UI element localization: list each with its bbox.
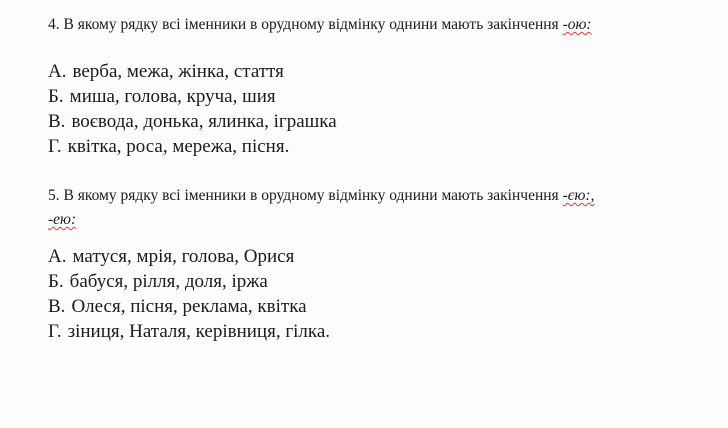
required-ending: -єю:,: [562, 187, 595, 204]
answer-option-a: [48, 244, 708, 269]
option-text: воєвода, донька, ялинка, іграшка: [71, 111, 337, 132]
answer-option-b: [48, 269, 708, 294]
option-letter: Б.: [48, 86, 64, 107]
required-ending-alt: -ею:: [48, 211, 77, 228]
answer-option-b: [48, 84, 708, 109]
question-4: [48, 13, 708, 159]
option-letter: В.: [48, 296, 66, 317]
question-5-prompt: [48, 184, 708, 232]
option-letter: А.: [48, 61, 67, 82]
answer-options: [48, 59, 708, 159]
option-text: верба, межа, жінка, стаття: [72, 61, 284, 82]
option-letter: Г.: [48, 136, 62, 157]
option-text: миша, голова, круча, шия: [69, 86, 276, 107]
option-letter: А.: [48, 246, 67, 267]
question-4-prompt: [48, 13, 708, 37]
answer-option-v: [48, 294, 708, 319]
answer-option-v: [48, 109, 708, 134]
option-letter: Б.: [48, 271, 64, 292]
required-ending: -ою:: [562, 16, 592, 33]
option-letter: В.: [48, 111, 66, 132]
answer-options: [48, 244, 708, 344]
question-5: [48, 184, 708, 344]
question-text: В якому рядку всі іменники в орудному відмінку однини мають закінчення: [63, 16, 559, 33]
option-text: квітка, роса, мережа, пісня.: [67, 136, 290, 157]
answer-option-h: [48, 319, 708, 344]
answer-option-h: [48, 134, 708, 159]
answer-option-a: [48, 59, 708, 84]
option-text: зіниця, Наталя, керівниця, гілка.: [67, 321, 331, 342]
question-number: 4.: [48, 16, 60, 33]
option-text: матуся, мрія, голова, Орися: [72, 246, 295, 267]
option-letter: Г.: [48, 321, 62, 342]
question-text: В якому рядку всі іменники в орудному відмінку однини мають закінчення: [63, 187, 559, 204]
option-text: Олеся, пісня, реклама, квітка: [71, 296, 307, 317]
question-number: 5.: [48, 187, 60, 204]
option-text: бабуся, рілля, доля, іржа: [69, 271, 268, 292]
